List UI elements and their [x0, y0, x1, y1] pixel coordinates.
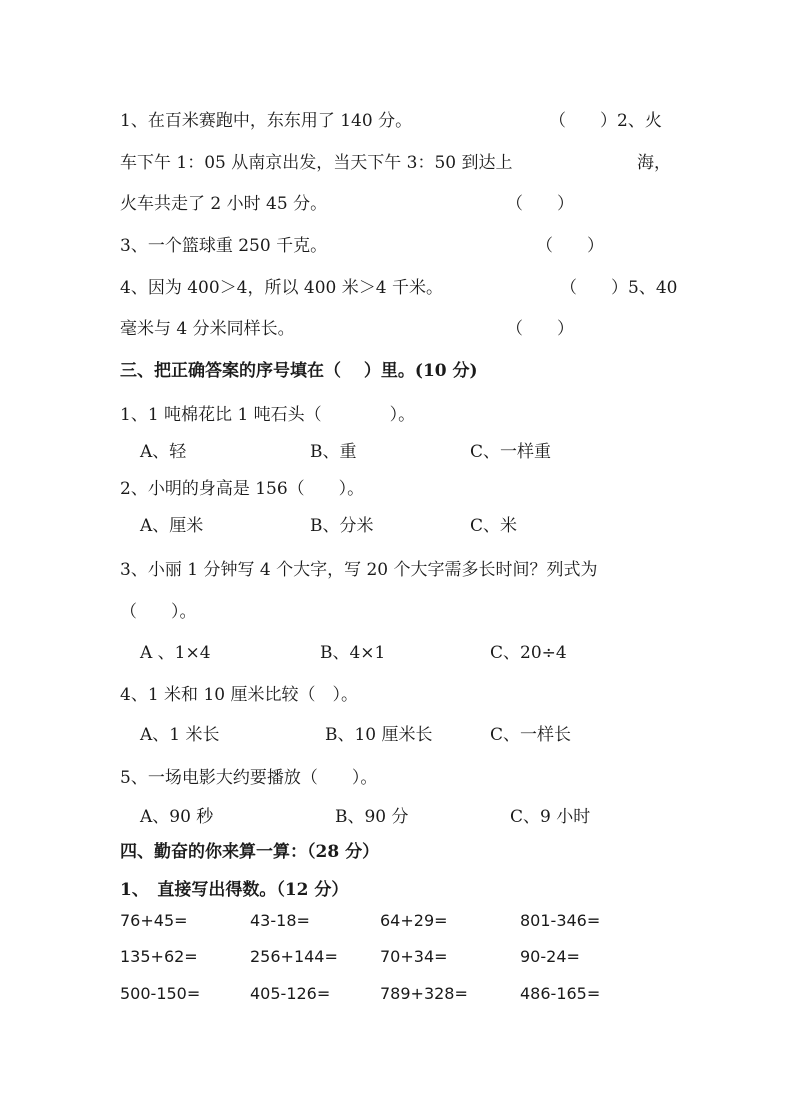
tf-line-4-tail: （ ） [536, 236, 604, 256]
tf-line-5: 4、因为 400＞4，所以 400 米＞4 千米。 [120, 278, 443, 298]
tf-line-4: 3、一个篮球重 250 千克。 [120, 236, 328, 256]
tf-line-2-tail: 海， [637, 153, 671, 173]
calc-item: 64+29= [380, 911, 448, 930]
tf-line-2: 车下午 1：05 从南京出发，当天下午 3：50 到达上 [120, 153, 513, 173]
calc-item: 500-150= [120, 984, 201, 1003]
tf-line-1-tail: （ ）2、火 [549, 111, 662, 131]
question-5: 5、一场电影大约要播放（ ）。 [120, 768, 378, 788]
q5-option-c: C、9 小时 [510, 807, 591, 827]
q5-option-a: A、90 秒 [140, 807, 214, 827]
q3-option-a: A 、1×4 [140, 643, 211, 663]
calc-item: 76+45= [120, 911, 188, 930]
q5-option-b: B、90 分 [335, 807, 409, 827]
q3-option-b: B、4×1 [320, 643, 386, 663]
question-2: 2、小明的身高是 156（ ）。 [120, 479, 365, 499]
tf-line-1: 1、在百米赛跑中，东东用了 140 分。 [120, 111, 413, 131]
tf-line-6-tail: （ ） [506, 319, 574, 339]
calc-item: 801-346= [520, 911, 601, 930]
calc-item: 789+328= [380, 984, 468, 1003]
calc-item: 70+34= [380, 947, 448, 966]
q2-option-b: B、分米 [310, 516, 374, 536]
q1-option-a: A、轻 [140, 442, 187, 462]
question-1: 1、1 吨棉花比 1 吨石头（ ）。 [120, 405, 416, 425]
tf-line-5-tail: （ ）5、40 [560, 278, 678, 298]
q1-option-c: C、一样重 [470, 442, 552, 462]
calc-item: 486-165= [520, 984, 601, 1003]
calc-item: 405-126= [250, 984, 331, 1003]
tf-line-6: 毫米与 4 分米同样长。 [120, 319, 295, 339]
section-4-title: 四、勤奋的你来算一算：（28 分） [120, 842, 380, 862]
q2-option-c: C、米 [470, 516, 518, 536]
question-3: 3、小丽 1 分钟写 4 个大字，写 20 个大字需多长时间？列式为 [120, 560, 598, 580]
question-4: 4、1 米和 10 厘米比较（ ）。 [120, 685, 358, 705]
q3-option-c: C、20÷4 [490, 643, 567, 663]
section-4-sub-1: 1、 直接写出得数。（12 分） [120, 880, 349, 900]
calc-item: 256+144= [250, 947, 338, 966]
q4-option-c: C、一样长 [490, 725, 572, 745]
section-3-title: 三、把正确答案的序号填在（ ）里。(10 分) [120, 361, 478, 381]
q1-option-b: B、重 [310, 442, 357, 462]
calc-item: 43-18= [250, 911, 310, 930]
calc-item: 90-24= [520, 947, 580, 966]
calc-item: 135+62= [120, 947, 198, 966]
tf-line-3: 火车共走了 2 小时 45 分。 [120, 194, 328, 214]
q4-option-a: A、1 米长 [140, 725, 220, 745]
tf-line-3-tail: （ ） [506, 194, 574, 214]
q4-option-b: B、10 厘米长 [325, 725, 433, 745]
q2-option-a: A、厘米 [140, 516, 204, 536]
question-3-blank: （ ）。 [120, 602, 197, 622]
